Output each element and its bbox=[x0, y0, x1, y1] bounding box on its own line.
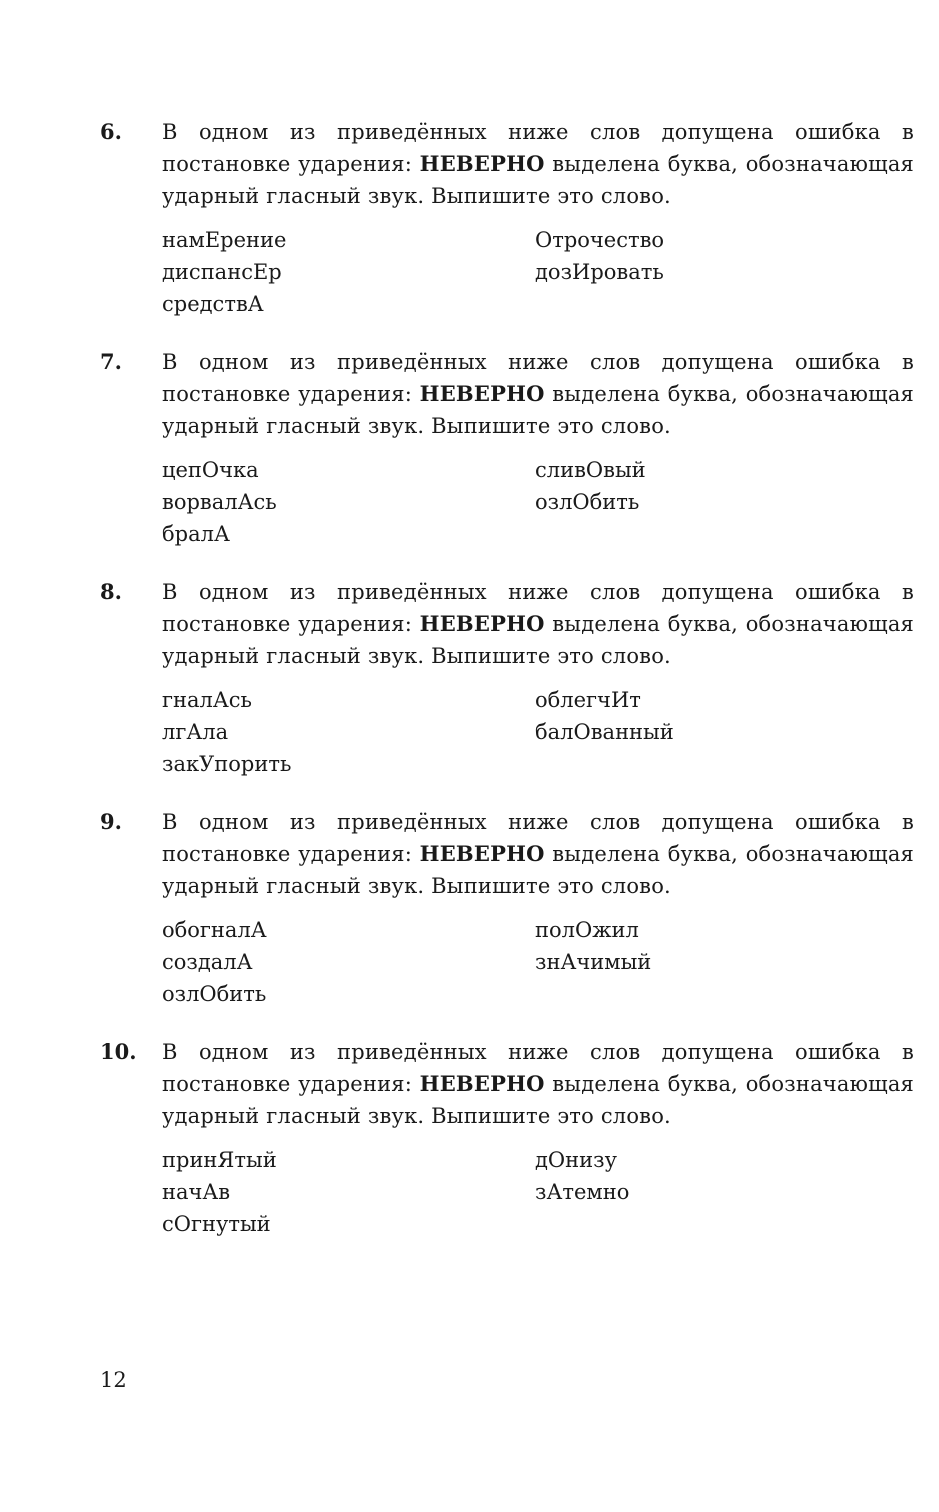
task-number: 6. bbox=[100, 119, 122, 144]
task-instruction: В одном из приведённых ниже слов допущена ошибка в постановке ударения: НЕВЕРНО выделена буква, обозначающая ударный гласный звук. Выпишите это слово. bbox=[162, 120, 914, 208]
word-option: дозИровать bbox=[535, 260, 664, 284]
word-option: сливОвый bbox=[535, 458, 646, 482]
word-option: средствА bbox=[162, 292, 264, 316]
word-option: дОнизу bbox=[535, 1148, 617, 1172]
word-option: балОванный bbox=[535, 720, 674, 744]
word-option: диспансЕр bbox=[162, 260, 282, 284]
word-option: облегчИт bbox=[535, 688, 641, 712]
word-option: ворвалАсь bbox=[162, 490, 277, 514]
emphasis-text: НЕВЕРНО bbox=[419, 151, 545, 176]
word-option: озлОбить bbox=[535, 490, 640, 514]
word-option: полОжил bbox=[535, 918, 639, 942]
word-option: лгАла bbox=[162, 720, 229, 744]
word-option: принЯтый bbox=[162, 1148, 277, 1172]
word-option: сОгнутый bbox=[162, 1212, 271, 1236]
task-number: 10. bbox=[100, 1039, 137, 1064]
task-instruction: В одном из приведённых ниже слов допущена ошибка в постановке ударения: НЕВЕРНО выделена буква, обозначающая ударный гласный звук. Выпишите это слово. bbox=[162, 1040, 914, 1128]
task-number: 7. bbox=[100, 349, 122, 374]
task-instruction: В одном из приведённых ниже слов допущена ошибка в постановке ударения: НЕВЕРНО выделена буква, обозначающая ударный гласный звук. Выпишите это слово. bbox=[162, 350, 914, 438]
word-option: озлОбить bbox=[162, 982, 267, 1006]
word-option: зАтемно bbox=[535, 1180, 630, 1204]
emphasis-text: НЕВЕРНО bbox=[419, 381, 545, 406]
word-option: гналАсь bbox=[162, 688, 252, 712]
emphasis-text: НЕВЕРНО bbox=[419, 1071, 545, 1096]
word-option: цепОчка bbox=[162, 458, 259, 482]
task-instruction: В одном из приведённых ниже слов допущена ошибка в постановке ударения: НЕВЕРНО выделена буква, обозначающая ударный гласный звук. Выпишите это слово. bbox=[162, 580, 914, 668]
task-number: 8. bbox=[100, 579, 122, 604]
word-option: намЕрение bbox=[162, 228, 287, 252]
word-option: начАв bbox=[162, 1180, 231, 1204]
word-option: Отрочество bbox=[535, 228, 665, 252]
task-instruction: В одном из приведённых ниже слов допущена ошибка в постановке ударения: НЕВЕРНО выделена буква, обозначающая ударный гласный звук. Выпишите это слово. bbox=[162, 810, 914, 898]
word-option: создалА bbox=[162, 950, 253, 974]
word-option: бралА bbox=[162, 522, 230, 546]
task-number: 9. bbox=[100, 809, 122, 834]
word-option: знАчимый bbox=[535, 950, 652, 974]
emphasis-text: НЕВЕРНО bbox=[419, 841, 545, 866]
emphasis-text: НЕВЕРНО bbox=[419, 611, 545, 636]
word-option: закУпорить bbox=[162, 752, 292, 776]
word-option: обогналА bbox=[162, 918, 267, 942]
page-number: 12 bbox=[100, 1368, 127, 1392]
